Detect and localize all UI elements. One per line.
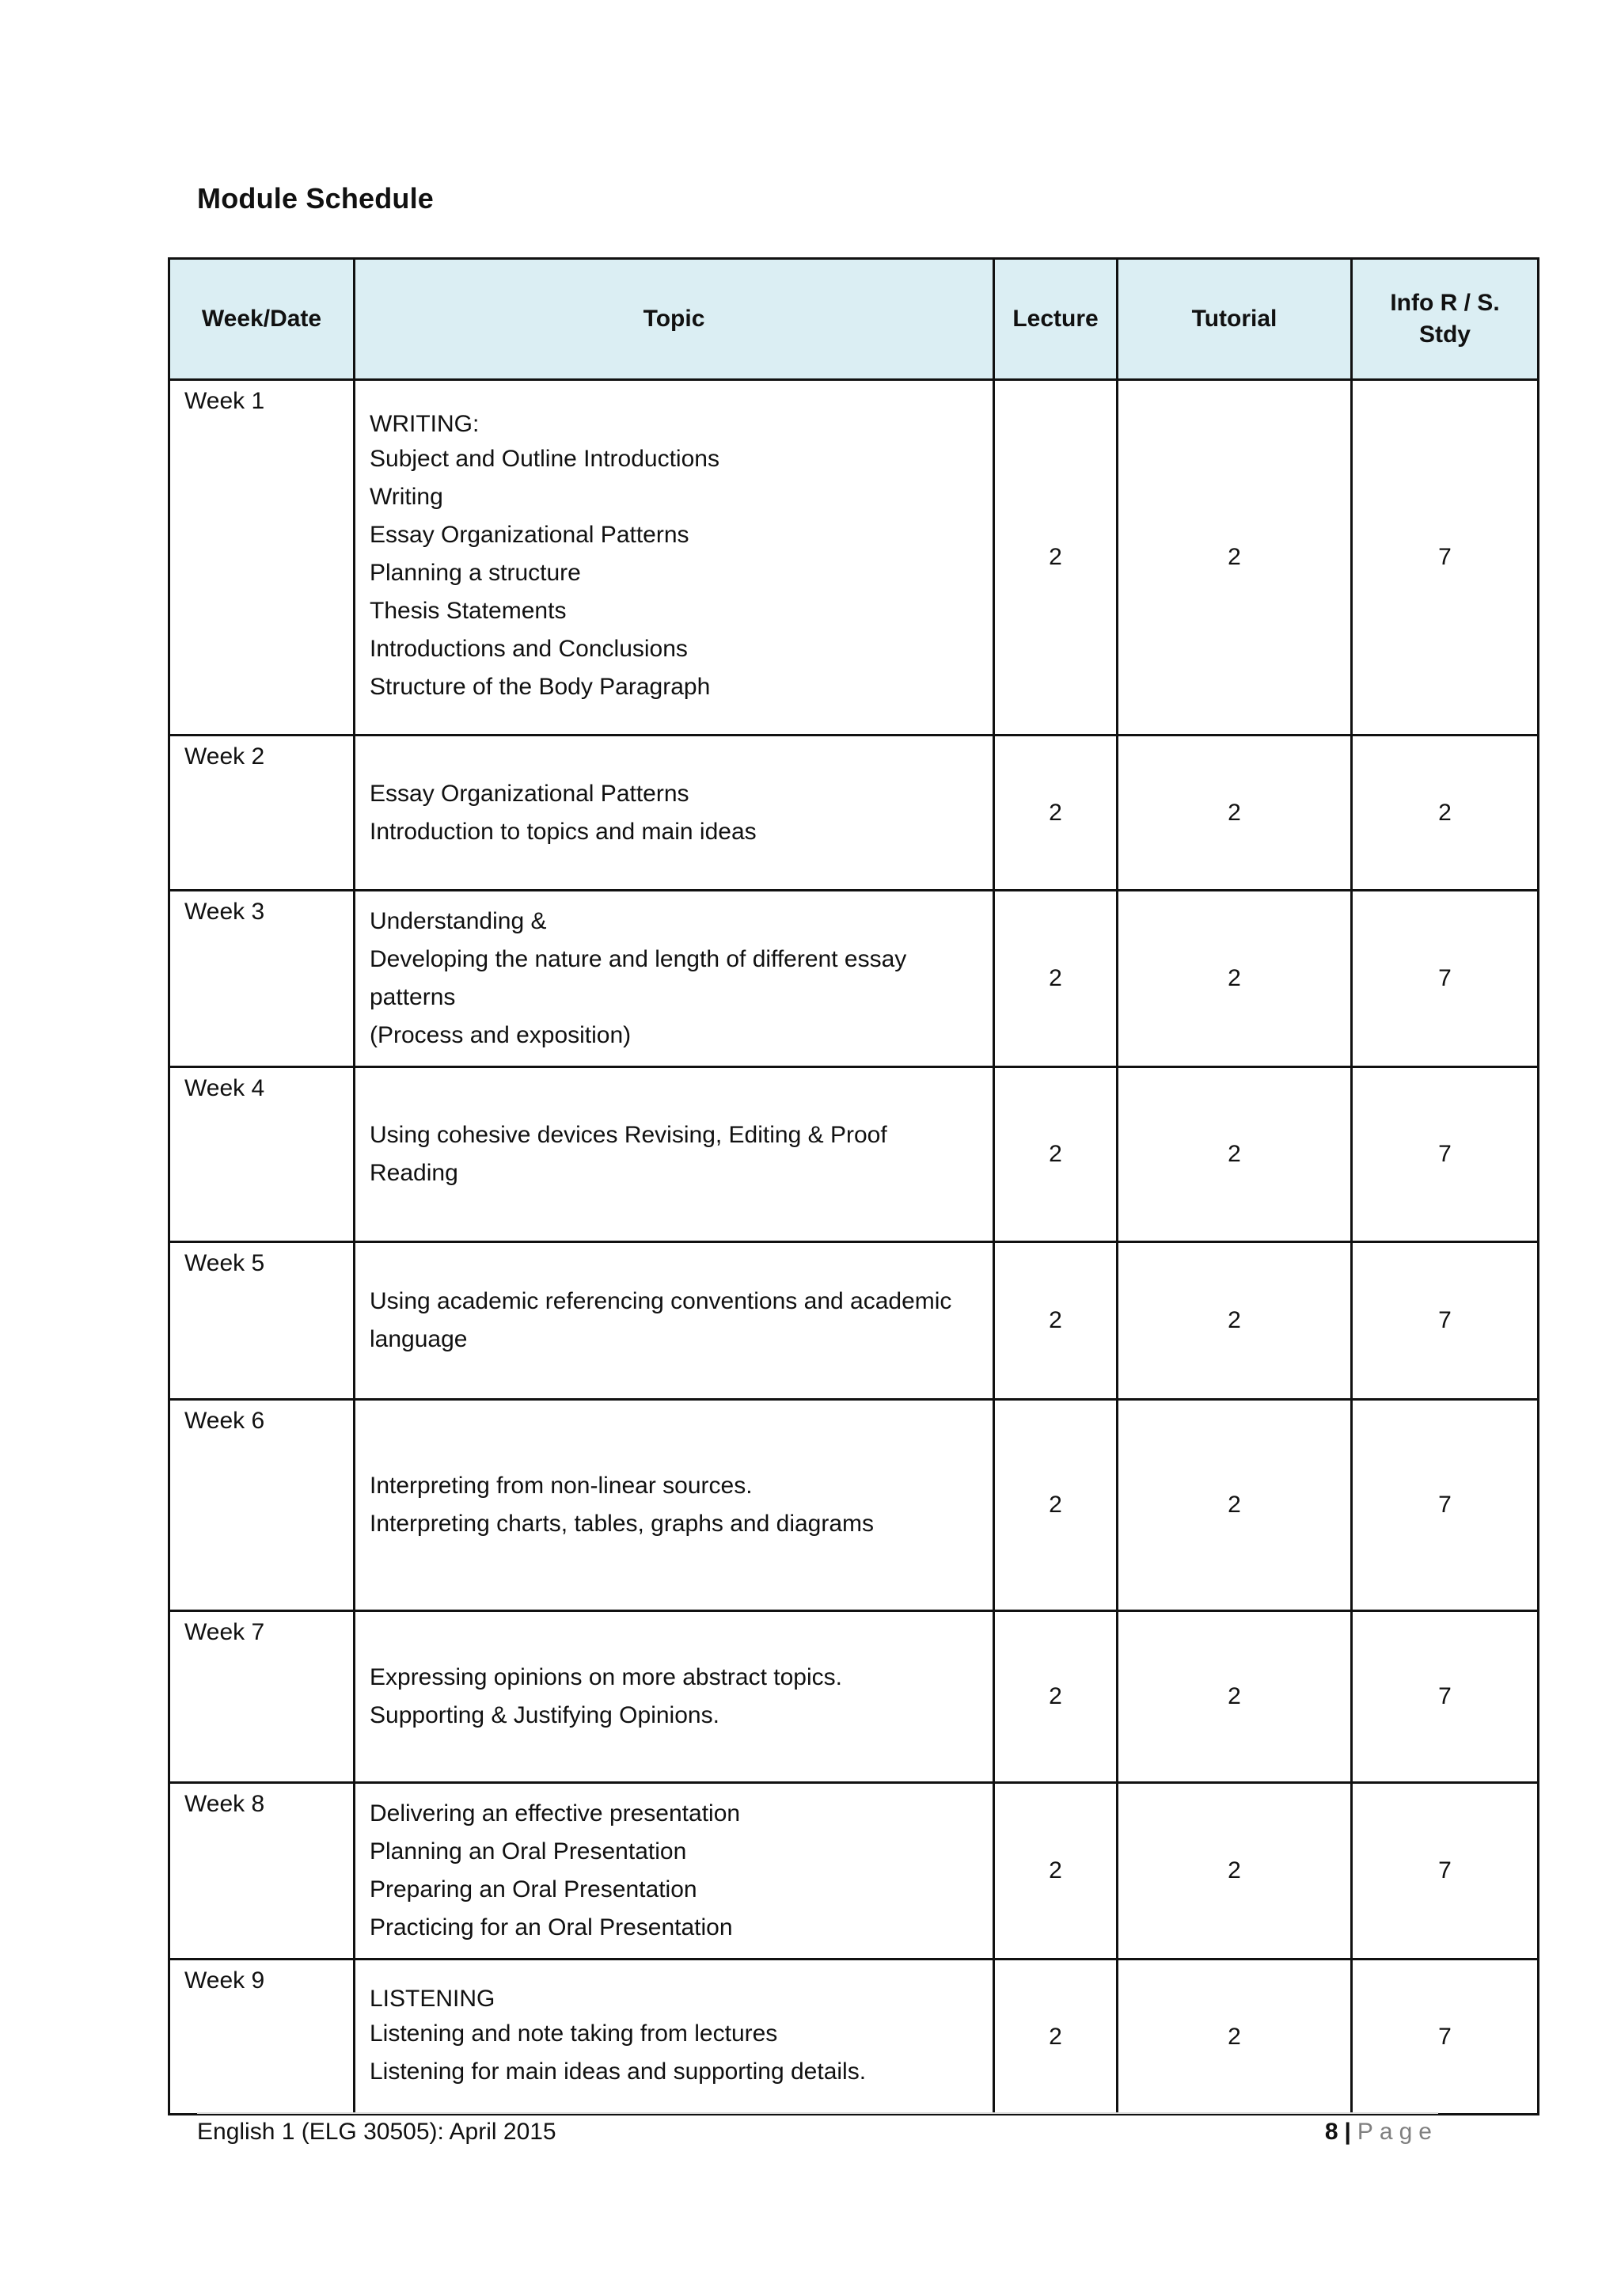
table-row [169,1067,1539,1242]
topic-line: Expressing opinions on more abstract topics. [370,1664,842,1690]
lecture-cell: 2 [994,1242,1118,1400]
info-cell: 7 [1352,1960,1539,2115]
topic-line: Using academic referencing conventions and academic language [370,1288,952,1352]
topic-line: Subject and Outline Introductions [370,446,719,472]
footer-page [1325,2119,1438,2146]
info-cell: 7 [1352,1783,1539,1960]
tutorial-cell: 2 [1118,1400,1352,1611]
topic-line: Interpreting from non-linear sources. [370,1473,753,1499]
topic-line: Structure of the Body Paragraph [370,674,711,700]
page-number: 8 [1324,2119,1338,2145]
tutorial-cell: 2 [1118,1960,1352,2115]
info-cell: 7 [1352,1611,1539,1783]
week-cell: Week 7 [169,1611,355,1783]
lecture-cell: 2 [994,1783,1118,1960]
header-info: Info R / S. Stdy [1352,259,1539,380]
topic-line: Planning a structure [370,560,581,586]
week-cell: Week 3 [169,891,355,1067]
topic-cell [355,1242,994,1400]
header-lecture: Lecture [994,259,1118,380]
topic-line: Delivering an effective presentation [370,1800,741,1827]
header-topic: Topic [355,259,994,380]
tutorial-cell: 2 [1118,1242,1352,1400]
module-schedule-table [168,257,1539,2115]
topic-line: Using cohesive devices Revising, Editing & Proof Reading [370,1122,887,1186]
week-cell: Week 5 [169,1242,355,1400]
topic-cell [355,1067,994,1242]
topic-cell [355,891,994,1067]
info-cell: 7 [1352,1242,1539,1400]
week-cell: Week 6 [169,1400,355,1611]
topic-line: Supporting & Justifying Opinions. [370,1702,719,1728]
info-cell: 7 [1352,1400,1539,1611]
header-tutorial: Tutorial [1118,259,1352,380]
info-cell: 2 [1352,736,1539,891]
week-cell: Week 1 [169,380,355,736]
tutorial-cell: 2 [1118,891,1352,1067]
lecture-cell: 2 [994,1067,1118,1242]
header-week: Week/Date [169,259,355,380]
tutorial-cell: 2 [1118,1783,1352,1960]
topic-line: Writing [370,484,443,510]
table-row [169,1611,1539,1783]
table-row [169,380,1539,736]
table-row [169,1783,1539,1960]
page-separator: | [1344,2119,1351,2145]
tutorial-cell: 2 [1118,736,1352,891]
lecture-cell: 2 [994,736,1118,891]
topic-cell [355,736,994,891]
topic-cell [355,1400,994,1611]
tutorial-cell: 2 [1118,1067,1352,1242]
topic-line: (Process and exposition) [370,1022,632,1048]
info-cell: 7 [1352,891,1539,1067]
topic-line: Practicing for an Oral Presentation [370,1914,733,1941]
lecture-cell: 2 [994,1611,1118,1783]
table-row [169,1242,1539,1400]
table-row [169,1400,1539,1611]
topic-line: Planning an Oral Presentation [370,1838,687,1865]
topic-line: Thesis Statements [370,598,567,624]
topic-line: Listening and note taking from lectures [370,2020,778,2047]
week-cell: Week 8 [169,1783,355,1960]
topic-cell [355,1960,994,2115]
tutorial-cell: 2 [1118,380,1352,736]
topic-heading: WRITING: [370,411,480,437]
footer-course: English 1 (ELG 30505): April 2015 [197,2119,556,2145]
info-cell: 7 [1352,1067,1539,1242]
lecture-cell: 2 [994,1400,1118,1611]
topic-line: Introduction to topics and main ideas [370,818,757,845]
lecture-cell: 2 [994,891,1118,1067]
table-row [169,736,1539,891]
topic-line: Essay Organizational Patterns [370,780,689,807]
topic-heading: LISTENING [370,1985,495,2012]
info-cell: 7 [1352,380,1539,736]
footer-divider [197,2112,1438,2114]
topic-line: Listening for main ideas and supporting details. [370,2058,867,2085]
week-cell: Week 2 [169,736,355,891]
topic-line: Understanding & [370,908,547,934]
topic-line: Essay Organizational Patterns [370,522,689,548]
topic-line: Developing the nature and length of different essay patterns [370,946,907,1010]
page-word: Page [1357,2119,1438,2145]
topic-cell [355,380,994,736]
schedule-body [169,380,1539,2115]
lecture-cell: 2 [994,1960,1118,2115]
topic-line: Preparing an Oral Presentation [370,1876,697,1903]
header-row [169,259,1539,380]
table-row [169,1960,1539,2115]
tutorial-cell: 2 [1118,1611,1352,1783]
table-row [169,891,1539,1067]
topic-cell [355,1611,994,1783]
topic-cell [355,1783,994,1960]
section-title: Module Schedule [197,182,435,215]
week-cell: Week 9 [169,1960,355,2115]
topic-line: Interpreting charts, tables, graphs and diagrams [370,1511,875,1537]
topic-line: Introductions and Conclusions [370,636,688,662]
week-cell: Week 4 [169,1067,355,1242]
lecture-cell: 2 [994,380,1118,736]
